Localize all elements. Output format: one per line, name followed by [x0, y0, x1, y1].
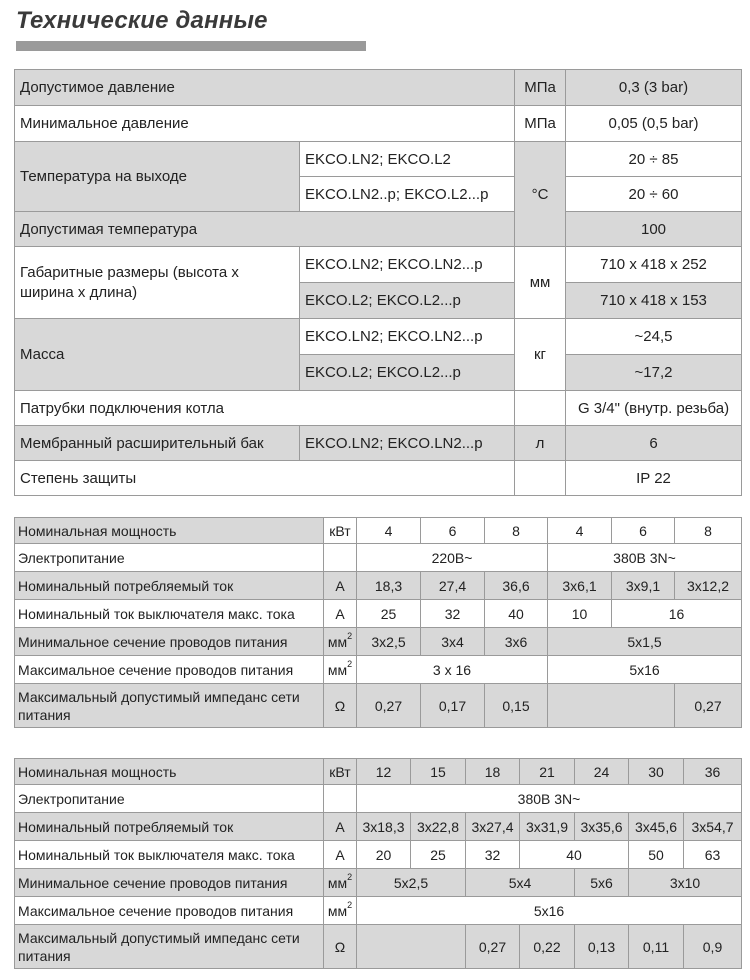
unit-cell: Ω: [324, 684, 357, 728]
table-row: [15, 841, 742, 869]
value-cell: 30: [629, 759, 684, 785]
row-label: Номинальный потребляемый ток: [15, 813, 324, 841]
value-cell: 0,17: [421, 684, 485, 728]
value-cell: 0,13: [575, 925, 629, 969]
table-row: [15, 391, 742, 426]
table-row: [15, 684, 742, 728]
unit-cell: $мм^2$: [324, 628, 357, 656]
table-row: [15, 212, 742, 247]
value-cell: 20 ÷ 60: [566, 177, 742, 212]
table-row: [15, 869, 742, 897]
value-cell: [548, 684, 675, 728]
value-cell: 0,9: [684, 925, 742, 969]
value-cell: 3х27,4: [466, 813, 520, 841]
value-cell: 4: [357, 518, 421, 544]
value-cell: 0,15: [485, 684, 548, 728]
unit-cell: [324, 544, 357, 572]
value-cell: 0,11: [629, 925, 684, 969]
table-row: [15, 600, 742, 628]
value-cell: 3х9,1: [612, 572, 675, 600]
value-cell: 21: [520, 759, 575, 785]
value-cell: 3х2,5: [357, 628, 421, 656]
model-cell: EKCO.LN2; EKCO.LN2...р: [300, 426, 515, 461]
value-cell: 5х16: [357, 897, 742, 925]
value-cell: 380В 3N~: [548, 544, 742, 572]
unit-cell: кВт: [324, 759, 357, 785]
value-cell: 0,27: [466, 925, 520, 969]
value-cell: 27,4: [421, 572, 485, 600]
value-cell: 710 x 418 x 252: [566, 247, 742, 283]
model-cell: EKCO.L2; EKCO.L2...р: [300, 355, 515, 391]
table-row: [15, 759, 742, 785]
unit-cell: мм: [515, 247, 566, 319]
row-label: Масса: [15, 319, 300, 391]
unit-cell: МПа: [515, 70, 566, 106]
table-row: [15, 572, 742, 600]
value-cell: 5х4: [466, 869, 575, 897]
unit-cell: °C: [515, 142, 566, 247]
value-cell: 710 x 418 x 153: [566, 283, 742, 319]
value-cell: 6: [612, 518, 675, 544]
unit-cell: кг: [515, 319, 566, 391]
value-cell: 0,3 (3 bar): [566, 70, 742, 106]
row-label: Номинальный ток выключателя макс. тока: [15, 600, 324, 628]
value-cell: 380В 3N~: [357, 785, 742, 813]
value-cell: 20 ÷ 85: [566, 142, 742, 177]
value-cell: 50: [629, 841, 684, 869]
value-cell: 32: [421, 600, 485, 628]
value-cell: 15: [411, 759, 466, 785]
value-cell: 8: [675, 518, 742, 544]
row-label: Электропитание: [15, 544, 324, 572]
value-cell: 12: [357, 759, 411, 785]
row-label: Электропитание: [15, 785, 324, 813]
table-row: [15, 106, 742, 142]
value-cell: 40: [485, 600, 548, 628]
table-row: [15, 813, 742, 841]
unit-cell: $мм^2$: [324, 869, 357, 897]
row-label: Номинальная мощность: [15, 759, 324, 785]
table-row: [15, 247, 742, 283]
value-cell: 63: [684, 841, 742, 869]
unit-cell: $мм^2$: [324, 656, 357, 684]
value-cell: 18: [466, 759, 520, 785]
table-row: [15, 70, 742, 106]
value-cell: ~17,2: [566, 355, 742, 391]
row-label: Номинальная мощность: [15, 518, 324, 544]
row-label: Габаритные размеры (высота х ширина х длина): [15, 247, 300, 319]
value-cell: ~24,5: [566, 319, 742, 355]
row-label: Допустимое давление: [15, 70, 515, 106]
title-underline: [16, 41, 366, 51]
electrical-specs-table-small: [14, 517, 742, 728]
model-cell: EKCO.LN2; EKCO.LN2...р: [300, 319, 515, 355]
value-cell: 18,3: [357, 572, 421, 600]
value-cell: 6: [566, 426, 742, 461]
value-cell: 3х6: [485, 628, 548, 656]
table-row: [15, 785, 742, 813]
value-cell: 5х6: [575, 869, 629, 897]
row-label: Минимальное давление: [15, 106, 515, 142]
row-label: Температура на выходе: [15, 142, 300, 212]
row-label: Минимальное сечение проводов питания: [15, 628, 324, 656]
row-label: Степень защиты: [15, 461, 515, 496]
unit-cell: А: [324, 572, 357, 600]
row-label: Максимальное сечение проводов питания: [15, 656, 324, 684]
row-label: Номинальный ток выключателя макс. тока: [15, 841, 324, 869]
value-cell: 100: [566, 212, 742, 247]
value-cell: 0,05 (0,5 bar): [566, 106, 742, 142]
row-label: Максимальный допустимый импеданс сети питания: [15, 684, 324, 728]
model-cell: EKCO.LN2; EKCO.LN2...р: [300, 247, 515, 283]
model-cell: EKCO.LN2; EKCO.L2: [300, 142, 515, 177]
value-cell: 3х54,7: [684, 813, 742, 841]
value-cell: 10: [548, 600, 612, 628]
unit-cell: л: [515, 426, 566, 461]
value-cell: 20: [357, 841, 411, 869]
value-cell: 0,27: [675, 684, 742, 728]
model-cell: EKCO.LN2..р; EKCO.L2...р: [300, 177, 515, 212]
unit-cell: [515, 391, 566, 426]
table-row: [15, 897, 742, 925]
value-cell: 32: [466, 841, 520, 869]
value-cell: 36: [684, 759, 742, 785]
table-row: [15, 319, 742, 355]
value-cell: 25: [357, 600, 421, 628]
value-cell: 5х1,5: [548, 628, 742, 656]
value-cell: 3 х 16: [357, 656, 548, 684]
value-cell: 5х16: [548, 656, 742, 684]
unit-cell: [515, 461, 566, 496]
table-row: [15, 628, 742, 656]
value-cell: 3х12,2: [675, 572, 742, 600]
row-label: Номинальный потребляемый ток: [15, 572, 324, 600]
table-row: [15, 925, 742, 969]
row-label: Максимальный допустимый импеданс сети питания: [15, 925, 324, 969]
table-row: [15, 426, 742, 461]
unit-cell: $мм^2$: [324, 897, 357, 925]
unit-cell: А: [324, 841, 357, 869]
unit-cell: А: [324, 600, 357, 628]
value-cell: IP 22: [566, 461, 742, 496]
table-row: [15, 544, 742, 572]
value-cell: 25: [411, 841, 466, 869]
value-cell: [357, 925, 466, 969]
table-row: [15, 518, 742, 544]
value-cell: 3х35,6: [575, 813, 629, 841]
value-cell: 16: [612, 600, 742, 628]
value-cell: 24: [575, 759, 629, 785]
value-cell: 220В~: [357, 544, 548, 572]
table-row: [15, 461, 742, 496]
row-label: Минимальное сечение проводов питания: [15, 869, 324, 897]
value-cell: 3х18,3: [357, 813, 411, 841]
row-label: Максимальное сечение проводов питания: [15, 897, 324, 925]
row-label: Патрубки подключения котла: [15, 391, 515, 426]
unit-cell: [324, 785, 357, 813]
unit-cell: кВт: [324, 518, 357, 544]
model-cell: EKCO.L2; EKCO.L2...р: [300, 283, 515, 319]
value-cell: 3х22,8: [411, 813, 466, 841]
value-cell: 40: [520, 841, 629, 869]
value-cell: 3х4: [421, 628, 485, 656]
general-specs-table: [14, 69, 742, 496]
page-title: Технические данные: [16, 7, 268, 34]
value-cell: 5х2,5: [357, 869, 466, 897]
unit-cell: А: [324, 813, 357, 841]
electrical-specs-table-large: [14, 758, 742, 969]
value-cell: 3х31,9: [520, 813, 575, 841]
table-row: [15, 142, 742, 177]
value-cell: 3х45,6: [629, 813, 684, 841]
value-cell: G 3/4" (внутр. резьба): [566, 391, 742, 426]
value-cell: 4: [548, 518, 612, 544]
unit-cell: МПа: [515, 106, 566, 142]
row-label: Допустимая температура: [15, 212, 515, 247]
value-cell: 6: [421, 518, 485, 544]
value-cell: 8: [485, 518, 548, 544]
value-cell: 36,6: [485, 572, 548, 600]
value-cell: 0,22: [520, 925, 575, 969]
value-cell: 3х10: [629, 869, 742, 897]
table-row: [15, 656, 742, 684]
value-cell: 3х6,1: [548, 572, 612, 600]
row-label: Мембранный расширительный бак: [15, 426, 300, 461]
unit-cell: Ω: [324, 925, 357, 969]
value-cell: 0,27: [357, 684, 421, 728]
